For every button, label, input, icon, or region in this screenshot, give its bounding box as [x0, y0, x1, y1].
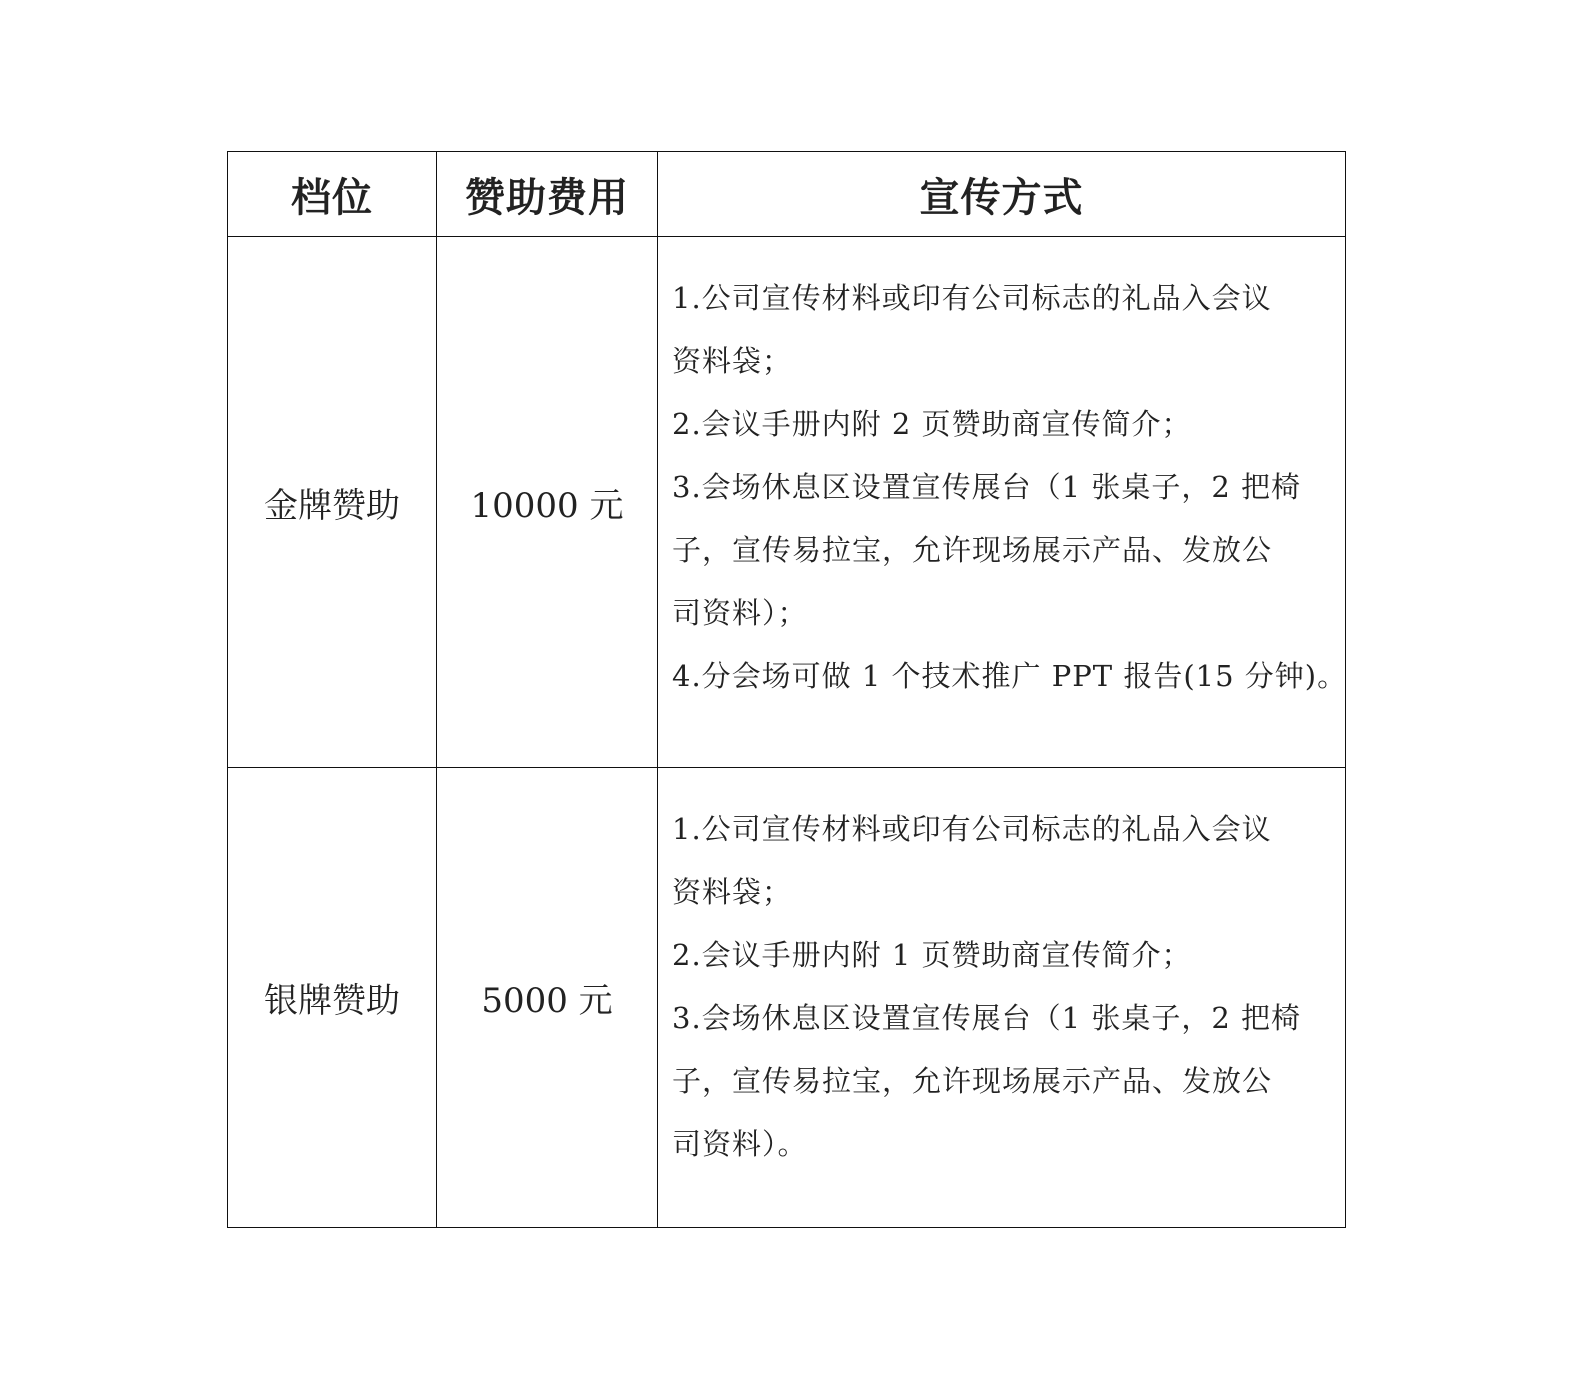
- fee-cell: 10000 元: [437, 237, 658, 768]
- header-fee: 赞助费用: [437, 152, 658, 237]
- method-line: 司资料）；: [672, 596, 808, 630]
- header-method: 宣传方式: [658, 152, 1346, 237]
- method-line: 2.会议手册内附 1 页赞助商宣传简介；: [672, 938, 1192, 972]
- method-line: 子，宣传易拉宝，允许现场展示产品、发放公: [672, 533, 1273, 567]
- method-line: 3.会场休息区设置宣传展台（1 张桌子，2 把椅: [672, 1001, 1302, 1035]
- fee-cell: 5000 元: [437, 768, 658, 1228]
- method-line: 司资料）。: [672, 1127, 808, 1161]
- tier-cell: 银牌赞助: [228, 768, 437, 1228]
- table-row-gold: [228, 237, 1346, 768]
- table-row-silver: [228, 768, 1346, 1228]
- method-line: 子，宣传易拉宝，允许现场展示产品、发放公: [672, 1064, 1273, 1098]
- method-line: 1.公司宣传材料或印有公司标志的礼品入会议: [672, 812, 1272, 846]
- method-line: 2.会议手册内附 2 页赞助商宣传简介；: [672, 407, 1192, 441]
- header-tier: 档位: [228, 152, 437, 237]
- method-cell: [658, 768, 1346, 1228]
- sponsorship-table: [227, 151, 1346, 1228]
- method-line: 1.公司宣传材料或印有公司标志的礼品入会议: [672, 281, 1272, 315]
- method-line: 3.会场休息区设置宣传展台（1 张桌子，2 把椅: [672, 470, 1302, 504]
- method-line: 资料袋；: [672, 875, 793, 909]
- method-line: 4.分会场可做 1 个技术推广 PPT 报告(15 分钟)。: [672, 659, 1348, 693]
- table-header-row: [228, 152, 1346, 237]
- tier-cell: 金牌赞助: [228, 237, 437, 768]
- method-cell: [658, 237, 1346, 768]
- method-line: 资料袋；: [672, 344, 793, 378]
